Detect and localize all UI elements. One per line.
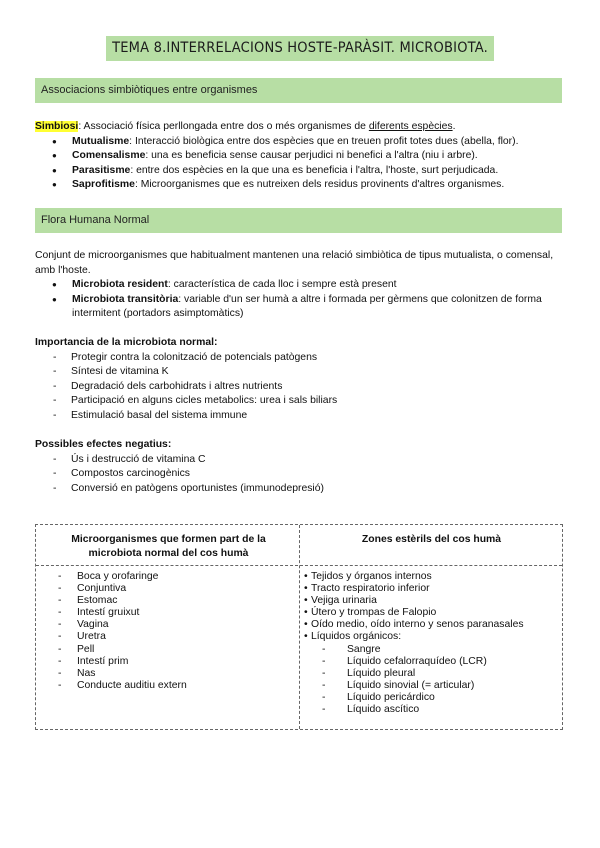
table-list-item: - Boca y orofaringe	[77, 571, 187, 583]
table-column-divider	[299, 525, 300, 729]
title-wrapper	[0, 36, 600, 61]
list-item: - Estimulació basal del sistema immune	[71, 409, 562, 424]
table-sublist-item: - Líquido ascítico	[340, 704, 560, 716]
table-list-item: - Intestí prim	[77, 656, 187, 668]
microbiota-locations-list	[58, 571, 187, 692]
negative-title: Possibles efectes negatius:	[35, 439, 172, 450]
item-term: Saprofitisme	[72, 179, 135, 191]
table-list-item: • Útero y trompas de Falopio	[304, 607, 560, 619]
table-list-item: - Vagina	[77, 619, 187, 631]
table-sublist-item: - Líquido pleural	[340, 668, 560, 680]
list-item: - Protegir contra la colonització de potencials patògens	[71, 351, 562, 366]
table-list-item: - Nas	[77, 668, 187, 680]
table-sublist-item: - Líquido sinovial (= articular)	[340, 680, 560, 692]
list-item: - Compostos carcinogènics	[71, 467, 562, 482]
list-item: - Ús i destrucció de vitamina C	[71, 453, 562, 468]
list-item: - Degradació dels carbohidrats i altres nutrients	[71, 380, 562, 395]
item-term: Comensalisme	[72, 150, 146, 162]
item-text: : variable d'un ser humà a altre i formada per gèrmens que colonitzen de forma intermitent (portadors asimptomàtics)	[72, 293, 542, 320]
sterile-zones-list	[304, 571, 560, 644]
negative-block	[35, 438, 562, 496]
item-term: Parasitisme	[72, 164, 131, 176]
importance-block	[35, 336, 562, 424]
simbiosi-definition	[35, 120, 562, 135]
item-text: : característica de cada lloc i sempre està present	[167, 279, 397, 291]
table-list-item: - Conducte auditiu extern	[77, 680, 187, 692]
list-item: - Conversió en patògens oportunistes (immunodepresió)	[71, 482, 562, 497]
simbiosi-def-underlined: diferents espècies	[368, 121, 453, 132]
list-item	[70, 293, 562, 322]
list-item	[70, 178, 562, 193]
table-header-divider	[36, 565, 562, 566]
table-list-item: - Uretra	[77, 631, 187, 643]
list-item	[70, 164, 562, 179]
table-list-item: • Líquidos orgánicos:	[304, 631, 560, 643]
simbiosi-def-text: : Associació física perllongada entre dos o més organismes de	[78, 121, 369, 132]
table-header-sterile-zones: Zones estèrils del cos humà	[361, 534, 502, 545]
importance-list	[35, 351, 562, 424]
table-list-item: - Estomac	[77, 595, 187, 607]
table-list-item: • Tejidos y órganos internos	[304, 571, 560, 583]
list-item: - Síntesi de vitamina K	[71, 365, 562, 380]
table-sublist-item: - Líquido cefalorraquídeo (LCR)	[340, 656, 560, 668]
table-list-item: - Conjuntiva	[77, 583, 187, 595]
item-term: Microbiota resident	[72, 279, 168, 291]
section-header-associacions: Associacions simbiòtiques entre organismes	[35, 78, 562, 103]
simbiosi-block	[35, 120, 562, 193]
list-item: - Participació en alguns cicles metabolics: urea i sals biliars	[71, 394, 562, 409]
item-text: : entre dos espècies en la que una es beneficia i l'altra, l'hoste, surt perjudicada.	[130, 164, 499, 176]
table-sublist-item: - Sangre	[340, 644, 560, 656]
flora-intro: Conjunt de microorganismes que habitualment mantenen una relació simbiòtica de tipus mutualista, o comensal, amb l'hoste.	[35, 250, 554, 276]
organic-liquids-list	[304, 644, 560, 717]
microbiota-table	[35, 524, 563, 730]
table-header-microbiota: Microorganismes que formen part de la microbiota normal del cos humà	[71, 534, 266, 559]
table-list-item: - Intestí gruixut	[77, 607, 187, 619]
list-item	[70, 135, 562, 150]
item-text: : Interacció biològica entre dos espècies que en treuen profit totes dues (abella, flor).	[129, 135, 519, 147]
list-item	[70, 278, 562, 293]
item-term: Microbiota transitòria	[72, 293, 179, 305]
flora-block	[35, 249, 562, 322]
page-title: TEMA 8.INTERRELACIONS HOSTE-PARÀSIT. MICROBIOTA.	[106, 36, 494, 61]
table-list-item: • Tracto respiratorio inferior	[304, 583, 560, 595]
section-header-flora: Flora Humana Normal	[35, 208, 562, 233]
table-list-item: • Oído medio, oído interno y senos paranasales	[304, 619, 560, 631]
table-list-item: - Pell	[77, 644, 187, 656]
simbiosi-def-end: .	[452, 121, 456, 132]
simbiosi-term: Simbiosi	[35, 121, 79, 132]
microbiota-locations-column	[58, 571, 187, 692]
item-term: Mutualisme	[72, 135, 130, 147]
microbiota-types-list	[35, 278, 562, 322]
table-sublist-item: - Líquido pericárdico	[340, 692, 560, 704]
symbiosis-types-list	[35, 135, 562, 193]
item-text: : Microorganismes que es nutreixen dels residus provinents d'altres organismes.	[134, 179, 505, 191]
table-list-item: • Vejiga urinaria	[304, 595, 560, 607]
list-item	[70, 149, 562, 164]
sterile-zones-column	[304, 571, 560, 716]
negative-list	[35, 453, 562, 497]
item-text: : una es beneficia sense causar perjudici ni benefici a l'altra (niu i arbre).	[145, 150, 478, 162]
importance-title: Importancia de la microbiota normal:	[35, 337, 218, 348]
